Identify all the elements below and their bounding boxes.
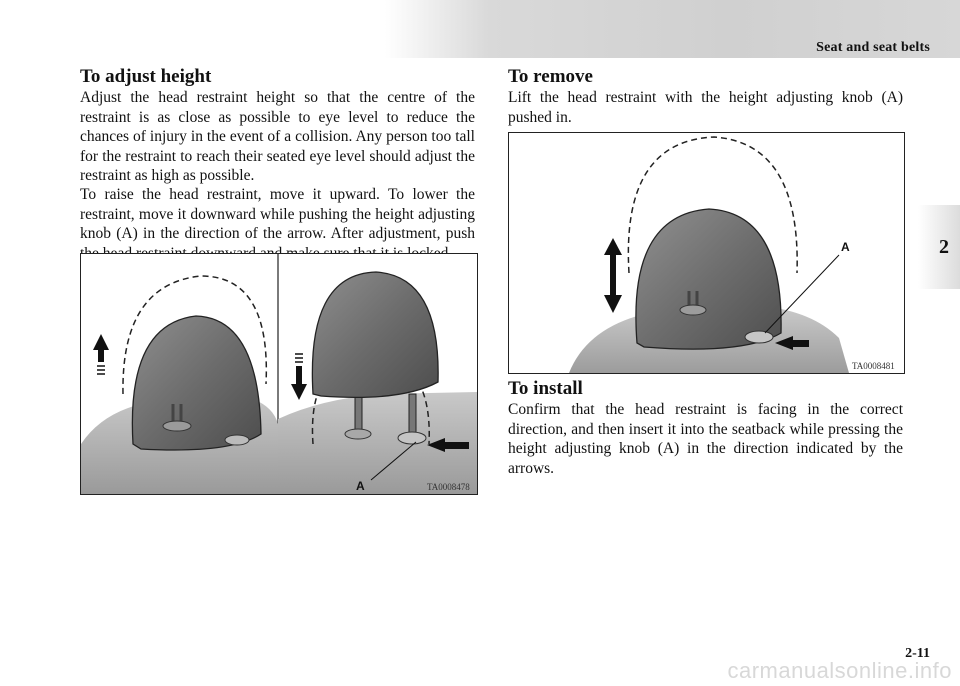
figure-code: TA0008481: [852, 361, 895, 371]
install-heading: To install: [508, 378, 583, 399]
adjust-height-paragraph-1: Adjust the head restraint height so that the centre of the restraint is as close as possible to eye level to reduce the chances of injury in the event of a collision. Any person too tall for the restraint to reach their seated eye level should adjust the restraint as high as possible.: [80, 89, 475, 184]
page-number: 2-11: [905, 646, 930, 661]
knob-callout-a: A: [841, 240, 850, 254]
adjust-height-illustration: [80, 253, 478, 495]
chapter-tab: [918, 205, 960, 289]
down-arrow-icon: [291, 354, 307, 400]
remove-paragraph: Lift the head restraint with the height adjusting knob (A) pushed in.: [508, 89, 903, 126]
knob-callout-a: A: [356, 479, 365, 493]
watermark: carmanualsonline.info: [727, 658, 952, 683]
up-arrow-icon: [93, 334, 109, 374]
figure-code: TA0008478: [427, 482, 470, 492]
adjust-height-heading: To adjust height: [80, 66, 212, 87]
remove-illustration: [508, 132, 905, 374]
section-title: Seat and seat belts: [816, 40, 930, 55]
chapter-number: 2: [939, 235, 949, 258]
install-paragraph: Confirm that the head restraint is facing in the correct direction, and then insert it into the seatback while pressing the height adjusting knob (A) in the direction indicated by the arrows.: [508, 401, 903, 477]
headrest-diagram-right: [509, 133, 904, 373]
up-down-arrow-icon: [604, 238, 622, 313]
adjust-height-paragraph-2: To raise the head restraint, move it upward. To lower the restraint, move it downward while pushing the height adjusting knob (A) in the direction of the arrow. After adjustment, push: [80, 186, 475, 242]
headrest-shape: [132, 316, 261, 450]
remove-heading: To remove: [508, 66, 593, 87]
headrest-diagram-left: [81, 254, 477, 494]
